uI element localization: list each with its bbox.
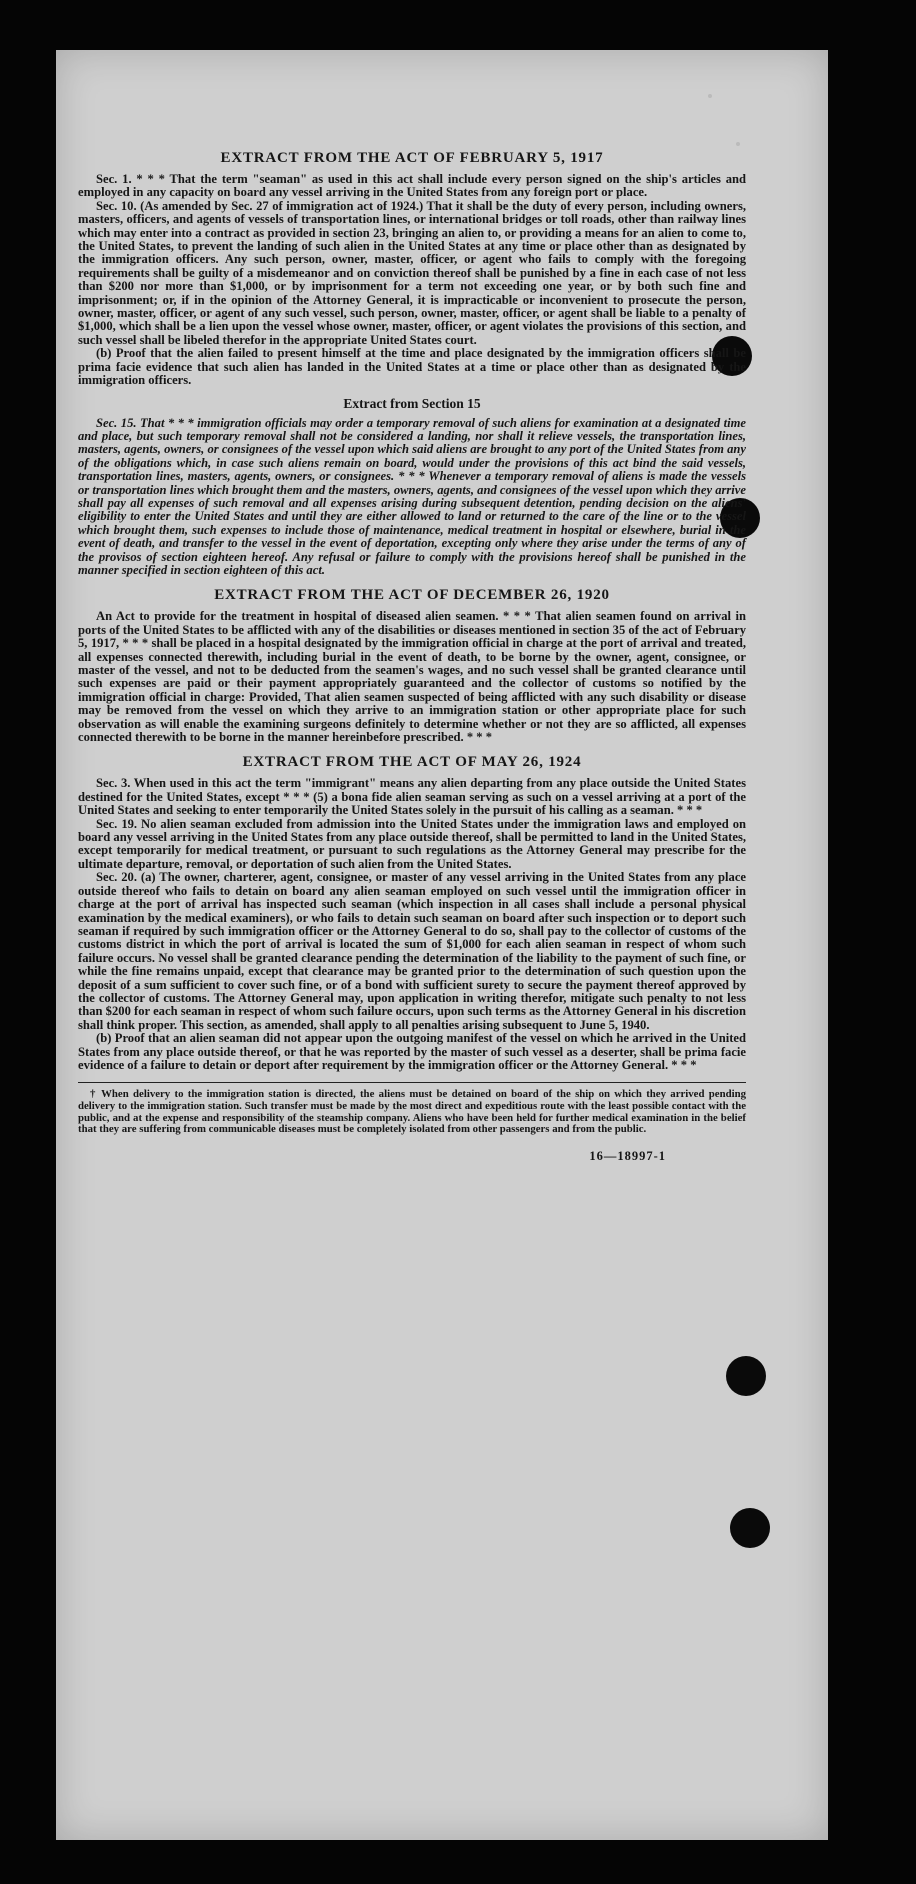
dust-speck [736, 142, 740, 146]
paragraph: Sec. 1. * * * That the term "seaman" as used in this act shall include every person signed on the ship's articles and employed in any capacity on board any vessel arriving in the United States from any foreign port or place. [78, 172, 746, 200]
paragraph: Sec. 3. When used in this act the term "immigrant" means any alien departing from any place outside the United States destined for the United States, except * * * (5) a bona fide alien seaman serving as such on a vessel arriving at a port of the United States and seeking to enter temporarily the United States solely in the pursuit of his calling as a seaman. * * * [78, 776, 746, 818]
form-number: 16—18997-1 [589, 1148, 666, 1163]
footnote-text: † When delivery to the immigration station is directed, the aliens must be detained on board of the ship on which they arrived pending delivery to the immigration station. Such transfer must be made by the most direct and expeditious route with the least possible contact with the public, and at the expense and responsibility of the steamship company. Aliens who have been held for further medical examination in the belief that they are suffering from communicable diseases must be completely isolated from other passengers and from the public. [78, 1088, 746, 1136]
section-act-feb-1917 [78, 150, 746, 388]
paragraph: An Act to provide for the treatment in hospital of diseased alien seamen. * * * That alien seamen found on arrival in ports of the United States to be afflicted with any of the disabilities or diseases mentioned in section 35 of the act of February 5, 1917, * * * shall be placed in a hospital designated by the immigration official in charge at the port of arrival and treated, all expenses connected therewith, including burial in the event of death, to be borne by the owner, agent, consignee, or master of the vessel, and not to be deducted from the seamen's wages, and no such vessel shall be granted clearance until such expenses are paid or their payment appropriately guaranteed and the collector of customs so notified by the immigration official in charge: Provided, That alien seamen suspected of being afflicted with any such disability or disease may be removed from the vessel on which they arrive to an immigration station or other appropriate place for such observation as will enable the examining surgeons definitely to determine whether or not they are so afflicted, all expenses connected therewith to be borne in the manner hereinbefore prescribed. * * * [78, 609, 746, 745]
section-act-dec-1920 [78, 587, 746, 744]
paragraph: Sec. 20. (a) The owner, charterer, agent, consignee, or master of any vessel arriving in the United States from any place outside thereof who fails to detain on board any alien seaman employed on such vessel until the immigration officer in charge at the port of arrival has inspected such seaman (which inspection in all cases shall include a personal physical examination by the medical examiners), or who fails to detain such seaman on board after such inspection or to deport such seaman if required by such immigration officer or the Attorney General to do so, shall pay to the collector of customs of the customs district in which the port of arrival is located the sum of $1,000 for each alien seaman in respect of whom such failure occurs. No vessel shall be granted clearance pending the determination of the liability to the payment of such fine, or while the fine remains unpaid, except that clearance may be granted prior to the determination of such question upon the deposit of a sum sufficient to cover such fine, or of a bond with sufficient surety to secure the payment thereof approved by the collector of customs. The Attorney General may, upon application in writing therefor, mitigate such penalty to not less than $200 for each seaman in respect of whom such failure occurs, upon such terms as the Attorney General in his discretion shall think proper. This section, as amended, shall apply to all penalties arising subsequent to June 5, 1940. [78, 870, 746, 1032]
section-heading: EXTRACT FROM THE ACT OF DECEMBER 26, 1920 [214, 587, 610, 604]
footnote-divider [78, 1082, 746, 1083]
paragraph: (b) Proof that an alien seaman did not appear upon the outgoing manifest of the vessel on which he arrived in the United States from any place outside thereof, or that he was reported by the master of such vessel as a deserter, shall be prima facie evidence of a failure to detain or deport after requirement by the immigration officer or the Attorney General. * * * [78, 1031, 746, 1072]
paragraph: Sec. 10. (As amended by Sec. 27 of immigration act of 1924.) That it shall be the duty of every person, including owners, masters, officers, and agents of vessels of transportation lines, or international bridges or toll roads, other than railway lines which may enter into a contract as provided in section 23, bringing an alien to, or providing a means for an alien to come to, the United States, to prevent the landing of such alien in the United States at any time or place other than as designated by the immigration officers. Any such person, owner, master, officer, or agent who fails to comply with the foregoing requirements shall be guilty of a misdemeanor and on conviction thereof shall be punished by a fine in each case of not less than $200 nor more than $1,000, or by imprisonment for a term not exceeding one year, or by both such fine and imprisonment; or, if in the opinion of the Attorney General, it is impracticable or inconvenient to prosecute the person, owner, master, officer, or agent of any such vessel, such person, owner, master, officer, or agent shall be liable to a penalty of $1,000, which shall be a lien upon the vessel whose owner, master, officer, or agent violates the provisions of this section, and such vessel shall be libeled therefor in the appropriate United States court. [78, 198, 746, 347]
paragraph: (b) Proof that the alien failed to present himself at the time and place designated by the immigration officers shall be prima facie evidence that such alien has landed in the United States at a time or place other than as designated by the immigration officers. [78, 346, 746, 388]
punch-hole [726, 1356, 766, 1396]
paragraph: Sec. 19. No alien seaman excluded from admission into the United States under the immigration laws and employed on board any vessel arriving in the United States from any place outside thereof, shall be permitted to land in the United States, except temporarily for medical treatment, or pursuant to such regulations as the Attorney General may prescribe for the ultimate departure, removal, or deportation of such alien from the United States. [78, 816, 746, 871]
section-extract-section-15 [78, 396, 746, 578]
section-act-may-1924 [78, 754, 746, 1072]
section-heading: EXTRACT FROM THE ACT OF FEBRUARY 5, 1917 [220, 150, 604, 166]
punch-hole [730, 1508, 770, 1548]
paragraph: Sec. 15. That * * * immigration officials may order a temporary removal of such aliens for examination at a designated time and place, but such temporary removal shall not be considered a landing, nor shall it relieve vessels, the transportation lines, masters, agents, owners, or consignees of the vessel upon which said aliens are brought to any port of the United States from any of the obligations which, in case such aliens remain on board, would under the provisions of this act bind the said vessels, transportation lines, masters, agents, owners, or consignees. * * * Whenever a temporary removal of aliens is made the vessels or transportation lines which brought them and the masters, owners, agents, and consignees of the vessel upon which they arrive shall pay all expenses of such removal and all expenses arising during subsequent detention, pending decision on the aliens' eligibility to enter the United States and until they are either allowed to land or returned to the care of the line or to the vessel which brought them, such expenses to include those of maintenance, medical treatment in hospital or elsewhere, burial in the event of death, and transfer to the vessel in the event of deportation, excepting only where they arise under the terms of any of the provisos of section eighteen hereof. Any refusal or failure to comply with the provisions hereof shall be punished in the manner specified in section eighteen of this act. [78, 415, 746, 577]
dust-speck [708, 94, 712, 98]
section-heading: Extract from Section 15 [343, 395, 481, 411]
section-heading: EXTRACT FROM THE ACT OF MAY 26, 1924 [242, 754, 582, 771]
footnote [78, 1089, 746, 1135]
document-text [78, 150, 746, 1163]
